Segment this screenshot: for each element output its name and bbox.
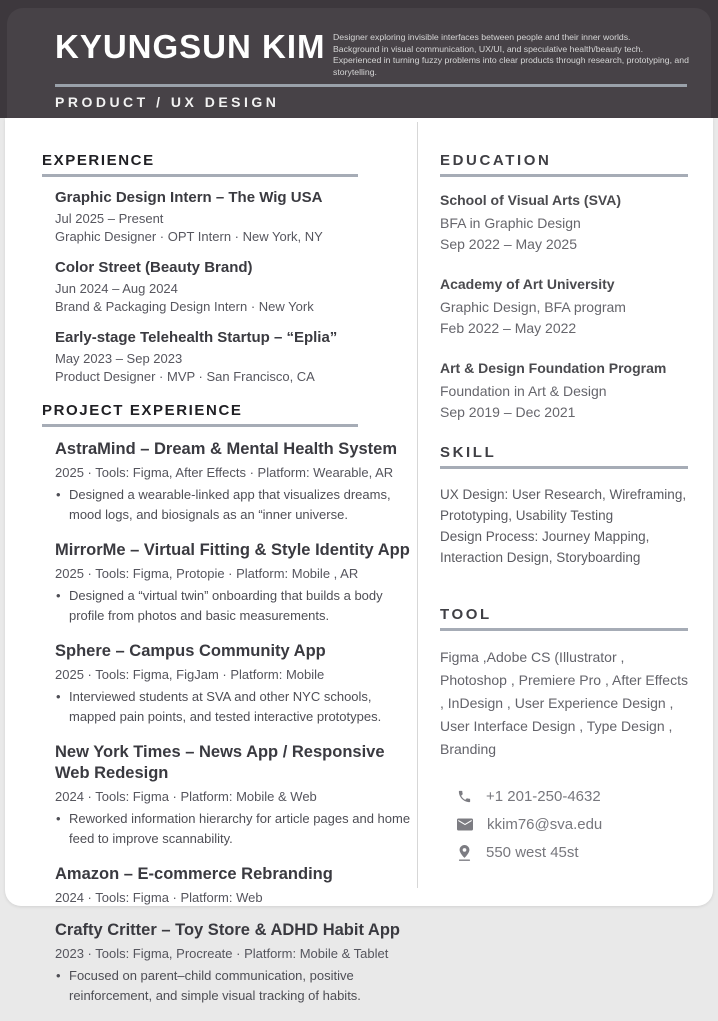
experience-item (42, 259, 414, 316)
experience-title: Color Street (Beauty Brand) (55, 259, 253, 276)
skill-heading: SKILL (440, 444, 688, 469)
education-heading: EDUCATION (440, 152, 688, 177)
column-divider (417, 122, 418, 888)
skill-line: Design Process: Journey Mapping, Interaction Design, Storyboarding (440, 529, 650, 565)
project-item (42, 920, 414, 1006)
project-item (42, 540, 414, 626)
project-bullet: • Focused on parent–child communication, positive reinforcement, and simple visual tracking of habits. (55, 966, 414, 1006)
project-item (42, 742, 414, 849)
project-item (42, 641, 414, 727)
education-item (440, 276, 688, 339)
education-school: School of Visual Arts (SVA) (440, 192, 621, 208)
experience-title: Early-stage Telehealth Startup – “Eplia” (55, 329, 338, 346)
education-item (440, 360, 688, 423)
experience-dates: Jun 2024 – Aug 2024 (55, 281, 178, 296)
experience-item (42, 189, 414, 246)
left-column (42, 152, 414, 1021)
tagline-line-2: Background in visual communication, UX/UI, and speculative health/beauty tech. (333, 43, 644, 54)
contact-email-row (457, 816, 602, 833)
tool-list: Figma ,Adobe CS (Illustrator , Photoshop , Premiere Pro , After Effects , InDesign , User Experience Design , User Interface Design , Type Design , Branding (440, 649, 688, 757)
project-meta: 2024 · Tools: Figma · Platform: Web (55, 890, 263, 905)
right-column (440, 152, 688, 761)
project-meta: 2025 · Tools: Figma, Protopie · Platform: Mobile , AR (55, 566, 359, 581)
education-school: Art & Design Foundation Program (440, 360, 667, 376)
header-band (0, 0, 718, 118)
skill-section (440, 444, 688, 568)
tool-section (440, 606, 688, 761)
project-title: MirrorMe – Virtual Fitting & Style Identity App (55, 541, 410, 559)
project-bullets (55, 687, 414, 727)
project-meta: 2025 · Tools: Figma, After Effects · Platform: Wearable, AR (55, 465, 394, 480)
project-title: Amazon – E-commerce Rebranding (55, 865, 333, 883)
experience-item (42, 329, 414, 386)
project-meta: 2025 · Tools: Figma, FigJam · Platform: Mobile (55, 667, 325, 682)
envelope-icon (457, 818, 473, 831)
phone-icon (457, 789, 472, 804)
project-title: AstraMind – Dream & Mental Health System (55, 440, 398, 458)
location-pin-icon (457, 845, 472, 861)
experience-heading: EXPERIENCE (42, 152, 358, 177)
project-title: Sphere – Campus Community App (55, 642, 326, 660)
education-dates: Feb 2022 – May 2022 (440, 320, 577, 336)
contact-block (457, 788, 602, 872)
experience-dates: May 2023 – Sep 2023 (55, 351, 183, 366)
person-name: KYUNGSUN KIM (55, 28, 326, 65)
header-card (7, 8, 711, 118)
role-title: PRODUCT / UX DESIGN (55, 94, 280, 110)
project-bullets (55, 586, 414, 626)
contact-phone-row (457, 788, 602, 805)
project-item (42, 439, 414, 525)
project-bullet: • Designed a “virtual twin” onboarding that builds a body profile from photos and basic measurements. (55, 586, 414, 626)
tagline-line-3: Experienced in turning fuzzy problems into clear products through research, prototyping, and storytelling. (333, 55, 689, 77)
experience-detail: Brand & Packaging Design Intern · New York (55, 299, 314, 314)
experience-detail: Graphic Designer · OPT Intern · New York, NY (55, 229, 323, 244)
header-divider (55, 84, 687, 87)
project-title: Crafty Critter – Toy Store & ADHD Habit App (55, 921, 401, 939)
education-degree: BFA in Graphic Design (440, 215, 581, 231)
contact-email: kkim76@sva.edu (487, 816, 603, 833)
project-experience-heading: PROJECT EXPERIENCE (42, 402, 358, 427)
tool-heading: TOOL (440, 606, 688, 631)
contact-phone: +1 201-250-4632 (486, 788, 601, 805)
experience-dates: Jul 2025 – Present (55, 211, 164, 226)
project-bullet: • Interviewed students at SVA and other NYC schools, mapped pain points, and tested interactive prototypes. (55, 687, 414, 727)
education-degree: Graphic Design, BFA program (440, 299, 626, 315)
experience-detail: Product Designer · MVP · San Francisco, CA (55, 369, 315, 384)
project-title: New York Times – News App / Responsive Web Redesign (55, 743, 385, 782)
contact-address-row (457, 844, 602, 861)
contact-address: 550 west 45st (486, 844, 579, 861)
project-meta: 2024 · Tools: Figma · Platform: Mobile & Web (55, 789, 317, 804)
project-meta: 2023 · Tools: Figma, Procreate · Platform: Mobile & Tablet (55, 946, 389, 961)
skill-line: UX Design: User Research, Wireframing, Prototyping, Usability Testing (440, 487, 687, 523)
education-degree: Foundation in Art & Design (440, 383, 607, 399)
education-item (440, 192, 688, 255)
project-item (42, 864, 414, 905)
content-card (5, 118, 713, 1003)
experience-title: Graphic Design Intern – The Wig USA (55, 189, 323, 206)
project-bullets (55, 485, 414, 525)
project-bullet: • Reworked information hierarchy for article pages and home feed to improve scannability. (55, 809, 414, 849)
tagline-line-1: Designer exploring invisible interfaces between people and their inner worlds. (333, 32, 631, 42)
project-bullets (55, 809, 414, 849)
header-tagline (333, 32, 703, 78)
project-bullets (55, 966, 414, 1006)
education-dates: Sep 2022 – May 2025 (440, 236, 577, 252)
education-dates: Sep 2019 – Dec 2021 (440, 404, 576, 420)
education-school: Academy of Art University (440, 276, 615, 292)
project-bullet: • Designed a wearable-linked app that visualizes dreams, mood logs, and biosignals as an “inner universe. (55, 485, 414, 525)
